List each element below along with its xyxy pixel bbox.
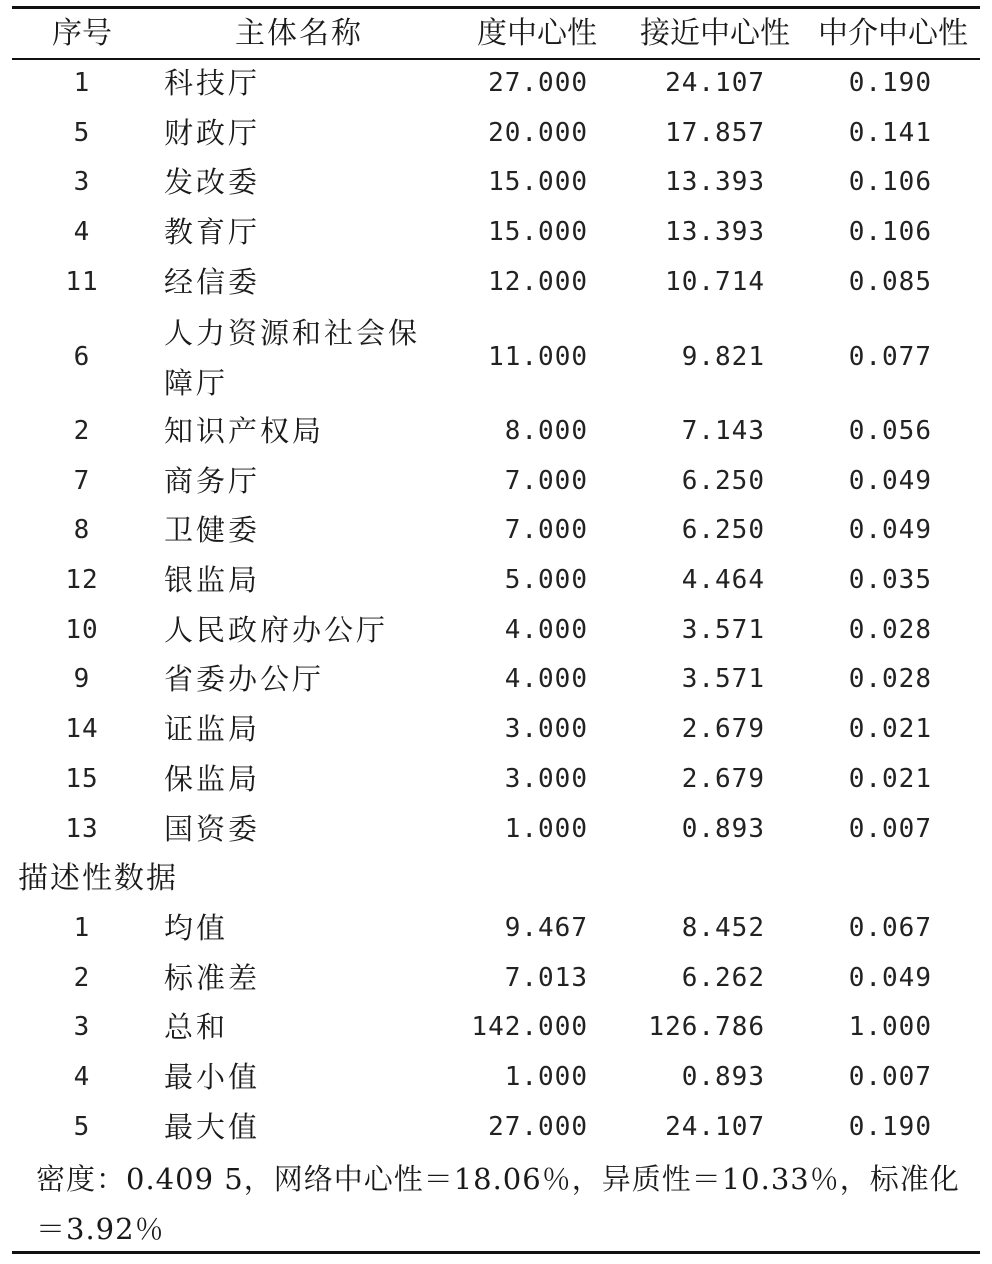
cell-name: 最大值 [164, 1109, 261, 1144]
cell-name: 总和 [164, 1010, 229, 1045]
cell-closeness: 2.679 [681, 763, 765, 794]
cell-name: 银监局 [164, 563, 261, 597]
cell-name: 经信委 [164, 264, 261, 299]
header-closeness: 接近中心性 [640, 16, 790, 51]
cell-degree: 5.000 [504, 565, 588, 595]
cell-betweenness: 0.106 [848, 217, 932, 248]
cell-closeness: 13.393 [665, 167, 765, 198]
cell-id: 6 [73, 341, 91, 372]
cell-id: 1 [73, 68, 91, 98]
cell-degree: 3.000 [504, 714, 588, 745]
cell-id: 4 [73, 1062, 91, 1092]
cell-name: 卫健委 [164, 513, 261, 548]
cell-id: 9 [73, 664, 91, 695]
cell-closeness: 4.464 [681, 565, 765, 595]
stats-section-title: 描述性数据 [18, 861, 178, 897]
cell-betweenness: 0.056 [848, 415, 932, 446]
cell-closeness: 0.893 [681, 813, 765, 844]
cell-name: 发改委 [164, 165, 261, 200]
cell-betweenness: 0.190 [848, 1111, 932, 1142]
cell-name: 最小值 [164, 1060, 261, 1094]
table-note: 密度：0.409 5，网络中心性＝18.06％，异质性＝10.33％，标准化＝3.92％ [36, 1162, 960, 1247]
table-top-rule [12, 6, 980, 9]
cell-closeness: 0.893 [681, 1062, 765, 1092]
cell-name: 省委办公厅 [164, 662, 325, 697]
cell-degree: 15.000 [488, 217, 588, 248]
cell-id: 11 [65, 266, 99, 297]
cell-betweenness: 0.141 [848, 117, 932, 148]
cell-degree: 4.000 [504, 614, 588, 645]
cell-betweenness: 0.085 [848, 266, 932, 297]
cell-degree: 27.000 [488, 68, 588, 98]
cell-degree: 1.000 [504, 813, 588, 844]
cell-name: 财政厅 [164, 115, 261, 150]
cell-id: 15 [65, 763, 99, 794]
cell-closeness: 24.107 [665, 68, 765, 98]
cell-closeness: 6.250 [681, 515, 765, 546]
cell-closeness: 3.571 [681, 614, 765, 645]
cell-degree: 8.000 [504, 415, 588, 446]
cell-closeness: 7.143 [681, 415, 765, 446]
cell-degree: 7.000 [504, 465, 588, 496]
cell-closeness: 13.393 [665, 217, 765, 248]
cell-degree: 11.000 [488, 341, 588, 372]
cell-closeness: 8.452 [681, 912, 765, 943]
cell-id: 3 [73, 167, 91, 198]
cell-id: 4 [73, 217, 91, 248]
cell-name: 证监局 [164, 712, 261, 747]
cell-id: 14 [65, 714, 99, 745]
cell-betweenness: 0.067 [848, 912, 932, 943]
cell-betweenness: 0.049 [848, 465, 932, 496]
cell-betweenness: 0.021 [848, 763, 932, 794]
cell-closeness: 6.250 [681, 465, 765, 496]
cell-betweenness: 0.021 [848, 714, 932, 745]
cell-closeness: 3.571 [681, 664, 765, 695]
cell-betweenness: 0.190 [848, 68, 932, 98]
cell-name: 科技厅 [164, 66, 261, 100]
cell-id: 5 [73, 1111, 91, 1142]
cell-degree: 1.000 [504, 1062, 588, 1092]
cell-degree: 12.000 [488, 266, 588, 297]
header-id: 序号 [52, 16, 112, 51]
cell-betweenness: 0.028 [848, 664, 932, 695]
cell-name: 人力资源和社会保障厅 [164, 315, 421, 400]
cell-betweenness: 0.035 [848, 565, 932, 595]
cell-id: 2 [73, 415, 91, 446]
cell-betweenness: 0.049 [848, 962, 932, 993]
cell-betweenness: 1.000 [848, 1012, 932, 1043]
cell-name: 教育厅 [164, 215, 261, 250]
cell-betweenness: 0.049 [848, 515, 932, 546]
cell-degree: 3.000 [504, 763, 588, 794]
cell-name: 国资委 [164, 811, 261, 846]
cell-name: 均值 [164, 910, 229, 945]
cell-betweenness: 0.007 [848, 813, 932, 844]
cell-closeness: 10.714 [665, 266, 765, 297]
cell-betweenness: 0.007 [848, 1062, 932, 1092]
cell-id: 5 [73, 117, 91, 148]
cell-degree: 27.000 [488, 1111, 588, 1142]
cell-degree: 20.000 [488, 117, 588, 148]
cell-id: 10 [65, 614, 99, 645]
cell-id: 7 [73, 465, 91, 496]
cell-closeness: 17.857 [665, 117, 765, 148]
cell-id: 8 [73, 515, 91, 546]
cell-id: 12 [65, 565, 99, 595]
cell-betweenness: 0.077 [848, 341, 932, 372]
cell-id: 3 [73, 1012, 91, 1043]
cell-degree: 7.013 [504, 962, 588, 993]
cell-id: 2 [73, 962, 91, 993]
header-name: 主体名称 [235, 16, 363, 51]
cell-name: 保监局 [164, 761, 261, 796]
cell-id: 1 [73, 912, 91, 943]
cell-closeness: 9.821 [681, 341, 765, 372]
cell-betweenness: 0.028 [848, 614, 932, 645]
cell-degree: 9.467 [504, 912, 588, 943]
cell-name: 标准差 [164, 960, 261, 995]
cell-degree: 7.000 [504, 515, 588, 546]
cell-name: 商务厅 [164, 463, 261, 498]
cell-betweenness: 0.106 [848, 167, 932, 198]
header-betweenness: 中介中心性 [818, 16, 968, 51]
cell-closeness: 24.107 [665, 1111, 765, 1142]
cell-closeness: 6.262 [681, 962, 765, 993]
header-degree: 度中心性 [477, 16, 597, 51]
cell-name: 知识产权局 [164, 413, 325, 448]
cell-closeness: 126.786 [648, 1012, 765, 1043]
cell-closeness: 2.679 [681, 714, 765, 745]
cell-degree: 142.000 [471, 1012, 588, 1043]
cell-degree: 4.000 [504, 664, 588, 695]
cell-id: 13 [65, 813, 99, 844]
cell-degree: 15.000 [488, 167, 588, 198]
table-bottom-rule [12, 1251, 980, 1254]
cell-name: 人民政府办公厅 [164, 612, 389, 647]
